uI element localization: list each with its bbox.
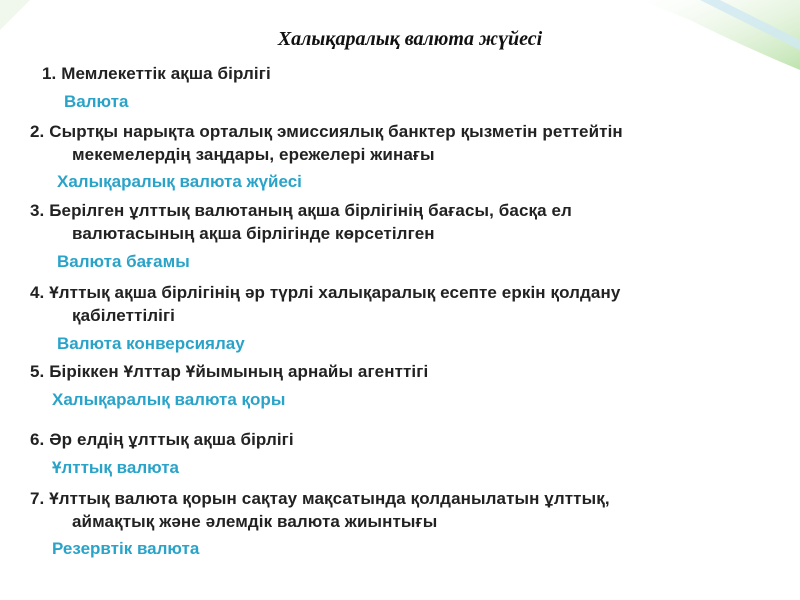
question-2-line2: мекемелердің заңдары, ережелері жинағы bbox=[72, 145, 435, 164]
question-4-line2: қабілеттілігі bbox=[72, 306, 175, 325]
question-1 bbox=[42, 62, 271, 85]
question-6-text: 6. Әр елдің ұлттық ақша бірлігі bbox=[30, 430, 294, 449]
question-6 bbox=[30, 428, 294, 451]
question-5-text: 5. Біріккен Ұлттар Ұйымының арнайы агенттігі bbox=[30, 362, 429, 381]
question-4 bbox=[30, 281, 620, 327]
answer-3: Валюта бағамы bbox=[57, 252, 190, 271]
question-3-line1: 3. Берілген ұлттық валютаның ақша бірлігінің бағасы, басқа ел bbox=[30, 201, 572, 220]
answer-1: Валюта bbox=[64, 92, 129, 111]
question-4-line1: 4. Ұлттық ақша бірлігінің әр түрлі халықаралық есепте еркін қолдану bbox=[30, 283, 621, 302]
answer-7: Резервтік валюта bbox=[52, 539, 200, 558]
answer-4: Валюта конверсиялау bbox=[57, 334, 245, 353]
question-1-text: 1. Мемлекеттік ақша бірлігі bbox=[42, 64, 271, 83]
answer-2: Халықаралық валюта жүйесі bbox=[57, 172, 302, 191]
question-3 bbox=[30, 199, 572, 245]
question-7-line2: аймақтық және әлемдік валюта жиынтығы bbox=[72, 512, 438, 531]
question-3-line2: валютасының ақша бірлігінде көрсетілген bbox=[72, 224, 435, 243]
answer-6: Ұлттық валюта bbox=[52, 458, 180, 477]
question-2-line1: 2. Сыртқы нарықта орталық эмиссиялық банктер қызметін реттейтін bbox=[30, 122, 623, 141]
question-5 bbox=[30, 360, 428, 383]
question-2 bbox=[30, 120, 623, 166]
question-7-line1: 7. Ұлттық валюта қорын сақтау мақсатында қолданылатын ұлттық, bbox=[30, 489, 610, 508]
question-7 bbox=[30, 487, 610, 533]
answer-5: Халықаралық валюта қоры bbox=[52, 390, 286, 409]
left-accent bbox=[0, 0, 30, 30]
slide-title: Халықаралық валюта жүйесі bbox=[277, 28, 543, 50]
